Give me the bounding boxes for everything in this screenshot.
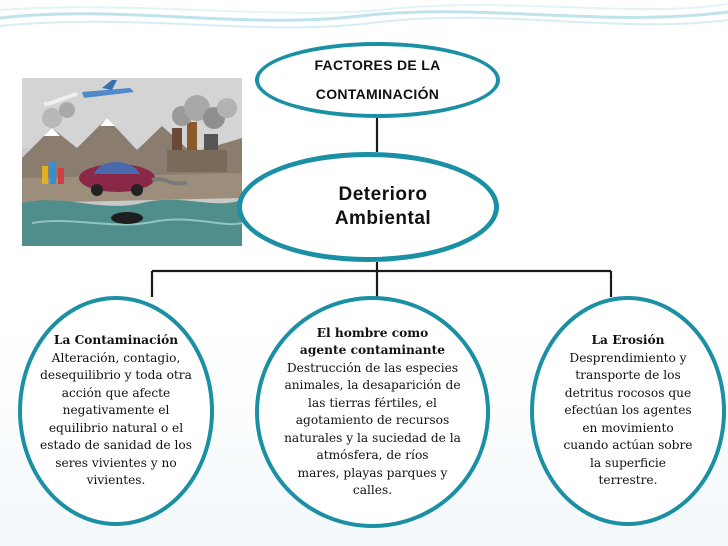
central-line-1: Deterioro bbox=[338, 184, 428, 205]
leaf-left-title: La Contaminación bbox=[53, 333, 179, 348]
central-node bbox=[237, 152, 499, 262]
title-node bbox=[255, 42, 500, 118]
leaf-center-line: calles. bbox=[352, 483, 393, 497]
leaf-left-line: vivientes. bbox=[86, 473, 146, 488]
leaf-left-line: equilibrio natural o el bbox=[48, 420, 184, 435]
title-line-1: FACTORES DE LA bbox=[314, 57, 441, 73]
leaf-center-line: agotamiento de recursos bbox=[295, 413, 450, 427]
leaf-center-line: las tierras fértiles, el bbox=[308, 395, 437, 410]
leaf-left-line: estado de sanidad de los bbox=[40, 438, 192, 453]
leaf-center-line: mares, playas parques y bbox=[297, 465, 448, 480]
central-line-2: Ambiental bbox=[334, 208, 432, 229]
leaf-right-line: efectúan los agentes bbox=[564, 403, 692, 418]
leaf-right-line: detritus rocosos que bbox=[564, 385, 692, 400]
leaf-right-title: La Erosión bbox=[591, 333, 665, 348]
leaf-center-title-1: El hombre como bbox=[316, 325, 429, 340]
leaf-erosion bbox=[530, 296, 726, 526]
leaf-center-line: animales, la desaparición de bbox=[284, 378, 461, 392]
leaf-left-line: Alteración, contagio, bbox=[51, 350, 181, 365]
leaf-contaminacion bbox=[18, 296, 214, 526]
leaf-right-line: Desprendimiento y bbox=[569, 350, 687, 365]
pollution-illustration bbox=[22, 78, 242, 246]
leaf-right-line: en movimiento bbox=[582, 420, 674, 435]
leaf-right-line: la superficie bbox=[589, 455, 667, 470]
title-line-2: CONTAMINACIÓN bbox=[315, 86, 440, 102]
leaf-center-line: Destrucción de las especies bbox=[286, 360, 459, 375]
leaf-right-line: cuando actúan sobre bbox=[563, 438, 693, 453]
leaf-left-line: negativamente el bbox=[62, 403, 170, 418]
leaf-center-title-2: agente contaminante bbox=[299, 343, 446, 357]
leaf-center-line: atmósfera, de ríos bbox=[316, 448, 429, 462]
leaf-left-line: acción que afecte bbox=[61, 385, 171, 400]
leaf-left-line: desequilibrio y toda otra bbox=[40, 368, 192, 383]
leaf-right-line: transporte de los bbox=[575, 368, 681, 383]
leaf-center-line: naturales y la suciedad de la bbox=[284, 430, 461, 445]
leaf-hombre-contaminante bbox=[255, 296, 490, 528]
leaf-right-line: terrestre. bbox=[598, 473, 658, 488]
leaf-left-line: seres vivientes y no bbox=[55, 455, 177, 470]
